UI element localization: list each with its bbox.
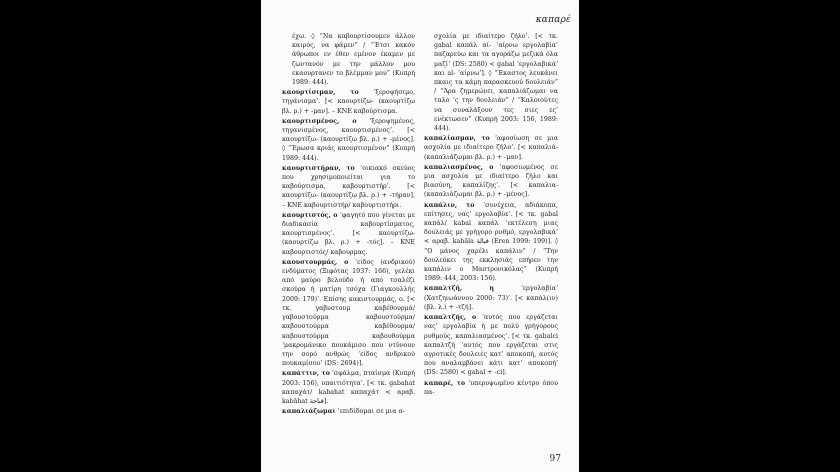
dictionary-entry (424, 379, 558, 397)
entry-definition: ‘αφοσιωμένος σε μια ασχολία με ιδιαίτερο ζήλο και βιασύνη, καπαλίζης’. [< καπαλια- (καπαλιάζωμαι βλ. ρ.) + -μένος]. (424, 163, 558, 199)
page-number: 97 (549, 454, 561, 464)
dictionary-entry (282, 88, 415, 116)
dictionary-entry (424, 201, 558, 284)
entry-headword: καουρτιστήραν, το (282, 164, 355, 172)
entry-headword: καπαλιάζωμαι (282, 408, 336, 416)
dictionary-entry (282, 117, 415, 163)
dictionary-entry (424, 163, 558, 200)
dictionary-entry (282, 211, 415, 257)
entry-definition: ‘εργολαβία’ (Χατζηιωάννου 2000: 73)’. [< καπάλ(ιν) (βλ. λ.) + -τζή]. (424, 285, 558, 311)
entry-definition: ‘επιδίδομαι σε μια α- (335, 408, 405, 416)
dictionary-entry (282, 258, 415, 368)
entry-definition: έχω. ◊ “Να καβουρτίσουμεν άλλον καιρός, να φάμεν” / “Έτσι κακόν άθρωποι εν έθεν εμένον έκαμεν με ζωντανόν με την μάλλον μου εκαουρτανεν το βλέμμαν μου” (Κυπρή 1989: 444). (292, 33, 415, 87)
right-column (424, 32, 558, 398)
entry-headword: καπαλτζή, η (424, 285, 494, 293)
entry-definition: ‘οικιακό σκεύος που χρησιμοποιείται για το καβούρτισμα, καβουρτιστήρ’. [< καουρτίζω- (καουρτίζω βλ. ρ.) + -τήραν]. – ΚΝΕ καβουρτιστήρ/ καβουρτιστήρι. (282, 164, 415, 209)
entry-definition: ‘συνέχεια, αδιάκοπα, επίτησες, νας’ εργολαβία’. [< τκ. gabal καπάλ/ kabal καπάλ ‘εκτέλεση μιας δουλειάς με γρήγορο ρυθμό, εργολαβικά’ < αραβ. kabāla قبالة (Eren 1999: 199)]. ◊ “Ο μάνος χαρέλι καπάλιν” / “Την δουλεύκει της εκκλησιάς επήρεν την καπάλιν ο Μαστρονικόλας” (Κυπρή 1989: 444, 2003: 156). (424, 201, 558, 283)
dictionary-entry (282, 164, 415, 210)
entry-continuation (424, 32, 558, 133)
dictionary-entry (424, 313, 558, 377)
entry-headword: καπάλιν, το (424, 201, 475, 209)
entry-definition: ‘σφάλμα, πταίσμα (Κυπρή 2003: 156), υπαιτιότητα’. [< τκ. gabahat καπαχάτ/ kabahat καπαχάτ < αραβ. kabāhat قباحة]. (282, 370, 415, 405)
entry-definition: ‘αυτός που εργάζεται νας’ εργολαβία ή με πολύ γρήγορους ρυθμούς, καπαλιασμένος’. [< τκ. gabalci καπαλτζή ‘αυτός που εργάζεται στις αγροτικές δουλειές κατ’ αποκοπή, αυτός που αναλαμβάνει κάτι κατ’ αποκοπή’ (DS: 2580) < gabal + -ci]. (424, 314, 558, 377)
entry-definition: ‘φαγητό που γίνεται με διαδικασία καβουρτίσματος, καουρτισμένος’. [< καουρτίζω- (καουρτίζω βλ. ρ.) + -τός]. – ΚΝΕ καβουρτιστός/ καβουρμας. (282, 211, 416, 256)
dictionary-entry (424, 284, 558, 312)
entry-headword: καπαρέ, το (424, 379, 466, 387)
left-column (282, 32, 415, 417)
dictionary-entry (282, 407, 415, 416)
entry-headword: καουρτίσιμαν, το (282, 89, 359, 97)
entry-definition: ‘ξεροψημένος, τηγανισμένος, καουρτισμένος’. [< καουρτίζω- (καουρτίζω βλ. ρ.) + -μένος]. ◊ “Έρωσα κριάς καουρτισμένον” (Κυπρή 1989: 444). (282, 117, 415, 162)
entry-headword: καουστουρμάς, ο (282, 258, 349, 266)
entry-definition: ‘είδος (ανδρικού) ενδύματος (Ξιφότας 1937: 166), γελέκι από μαύρο βελούδο ή από τσαλέζι σκούρα ή ματίρη τσόχα (Γιαγκουλλής 2009: 179)’. Επίσης κακιστουρμάς, ο. [< τκ. γαβυστουμ καβέθουρμά/ γαβουστούρμα καβουστούρμα/ καβουστούρμα καβέθουρμα/ καβουστούρμα καβουθούρμα ‘μακρομάνικο πουκάμισο που ντύνουν την σορό ανθρώς ‘είδος ανδρικού πουκαμίσου’ (DS: 2694)]. (282, 258, 415, 368)
entry-definition: σχολία με ιδιαίτερο ζήλο’. [< τκ. gabal καπάλ αί- ‘αίρνω εργολαβία’ παζαρεύω και τα αγοράζω μεζικά όλα μαζί’ (DS: 2580) < gabal ‘εργολαβικά’ και al- ‘αίρνω’]. ◊ “Έκαστος λευκάνει πκαις τα κάμη παρασκευού δουλειάν” / “Άρα ζημερώνει, καπαλιάζωμαι να ταλο ’ς την δουλειάν” / “Καλοιούτες να συναλάξουν τες σιες ες’ ενέκτωσεν” (Κυπρή 2003: 156, 1989: 444). (434, 33, 558, 133)
entry-headword: καπάττιν, το (282, 370, 330, 378)
entry-headword: καπαλιασμένος, ο (424, 163, 494, 171)
entry-headword: καουρτιστός, ο (282, 211, 338, 219)
entry-continuation (282, 32, 415, 87)
entry-definition: ‘αφοσίωση σε μια ασχολία με ιδιαίτερο ζήλο’. [< καπαλιά- (καπαλιάζωμαι βλ. ρ.) + -μαν]. (424, 135, 558, 161)
dictionary-page (261, 0, 579, 472)
entry-headword: καουρτισμένος, ο (282, 117, 357, 125)
entry-headword: καπαλτζής, ο (424, 314, 477, 322)
running-head: καπαρέ (535, 15, 571, 25)
dictionary-entry (282, 369, 415, 406)
dictionary-entry (424, 134, 558, 162)
entry-headword: καπαλίασμαν, το (424, 135, 490, 143)
entry-definition: ‘ξεροψήσιμο, τηγάνισμα’. [< καουρτίζω- (καουρτίζω βλ. ρ.) + -μαν]. – ΚΝΕ καβούρτισμα. (282, 89, 415, 115)
entry-definition: ‘υπερυψωμένο κέντρο όπου πα- (424, 379, 558, 396)
